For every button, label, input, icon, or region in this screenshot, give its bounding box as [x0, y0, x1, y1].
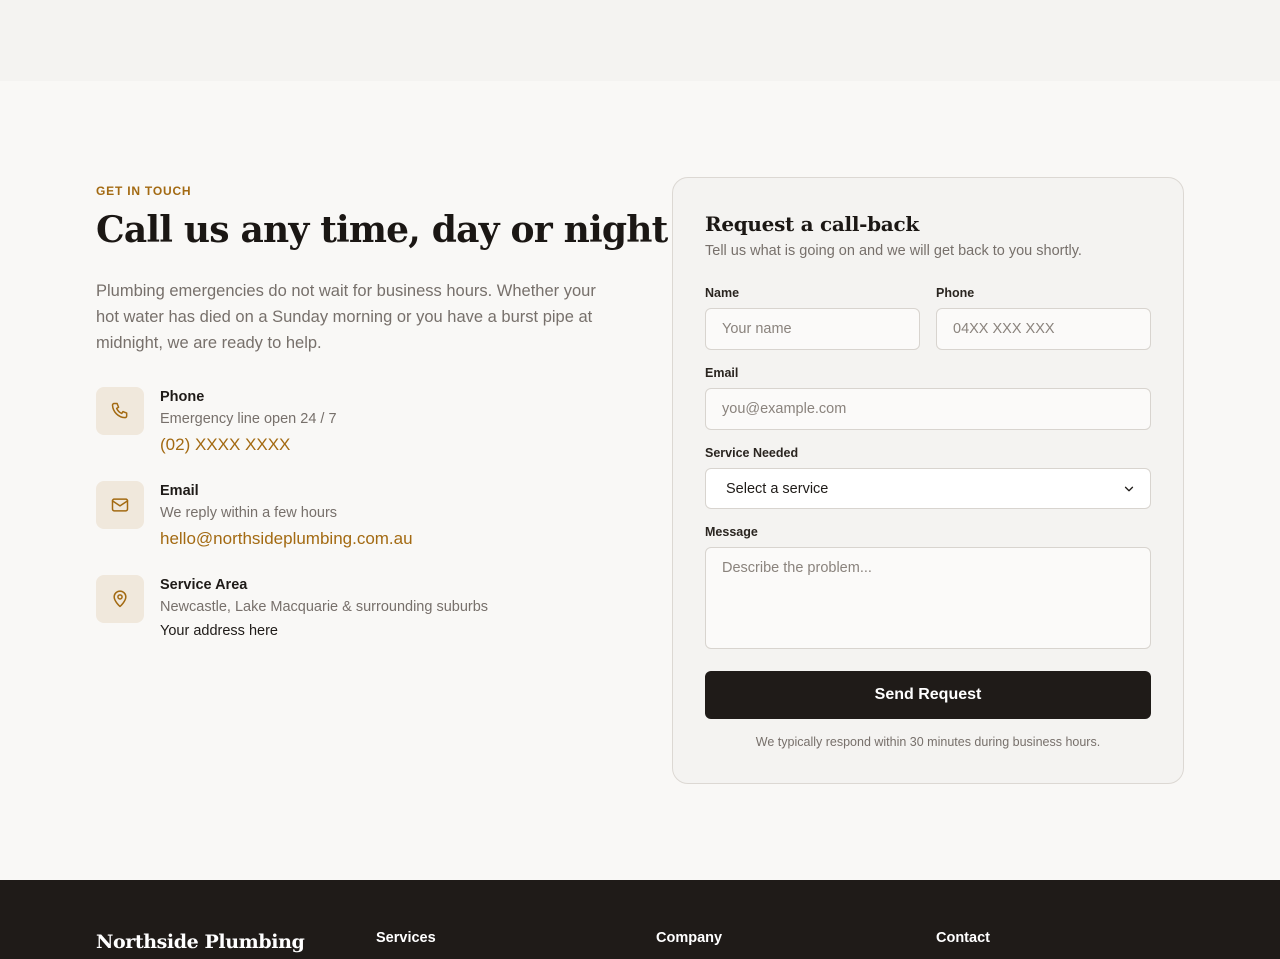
contact-info-title: Email	[160, 483, 199, 499]
service-select[interactable]	[705, 468, 1151, 509]
contact-info-service-area	[96, 575, 616, 647]
site-footer	[0, 880, 1280, 959]
contact-info-email	[96, 481, 616, 553]
form-subtitle: Tell us what is going on and we will get back to you shortly.	[705, 243, 1082, 259]
message-label: Message	[705, 525, 758, 539]
service-label: Service Needed	[705, 446, 799, 460]
name-input[interactable]	[705, 308, 920, 350]
response-time-note: We typically respond within 30 minutes during business hours.	[755, 735, 1101, 749]
contact-info-title: Service Area	[160, 577, 248, 593]
contact-info-subtitle: Newcastle, Lake Macquarie & surrounding suburbs	[160, 599, 489, 615]
phone-icon	[96, 387, 144, 435]
contact-info-subtitle: We reply within a few hours	[160, 505, 338, 521]
email-label: Email	[705, 366, 739, 380]
section-headline: Call us any time, day or night	[96, 209, 668, 251]
contact-section	[0, 81, 1280, 880]
message-textarea[interactable]	[705, 547, 1151, 649]
contact-info-title: Phone	[160, 389, 205, 405]
callback-form-card	[672, 177, 1184, 784]
mail-icon	[96, 481, 144, 529]
phone-label: Phone	[936, 286, 975, 300]
email-input[interactable]	[705, 388, 1151, 430]
footer-heading-company: Company	[656, 930, 723, 946]
form-title: Request a call-back	[705, 212, 919, 236]
section-eyebrow: GET IN TOUCH	[96, 184, 192, 198]
contact-info-phone	[96, 387, 616, 459]
contact-info-subtitle: Emergency line open 24 / 7	[160, 411, 337, 427]
name-label: Name	[705, 286, 740, 300]
footer-heading-services: Services	[376, 930, 436, 946]
send-request-button[interactable]: Send Request	[705, 671, 1151, 719]
footer-heading-contact: Contact	[936, 930, 990, 946]
email-address-link[interactable]: hello@northsideplumbing.com.au	[160, 529, 413, 548]
footer-brand[interactable]: Northside Plumbing	[96, 931, 305, 953]
section-lead: Plumbing emergencies do not wait for business hours. Whether your hot water has died on a Sunday morning or you have a burst pipe at midnight, we are ready to help.	[96, 282, 596, 352]
top-band	[0, 0, 1280, 81]
chevron-down-icon	[1122, 482, 1136, 496]
phone-number-link[interactable]: (02) XXXX XXXX	[160, 435, 291, 454]
service-select-value: Select a service	[726, 480, 829, 497]
service-address: Your address here	[160, 623, 278, 639]
phone-input[interactable]	[936, 308, 1151, 350]
map-pin-icon	[96, 575, 144, 623]
